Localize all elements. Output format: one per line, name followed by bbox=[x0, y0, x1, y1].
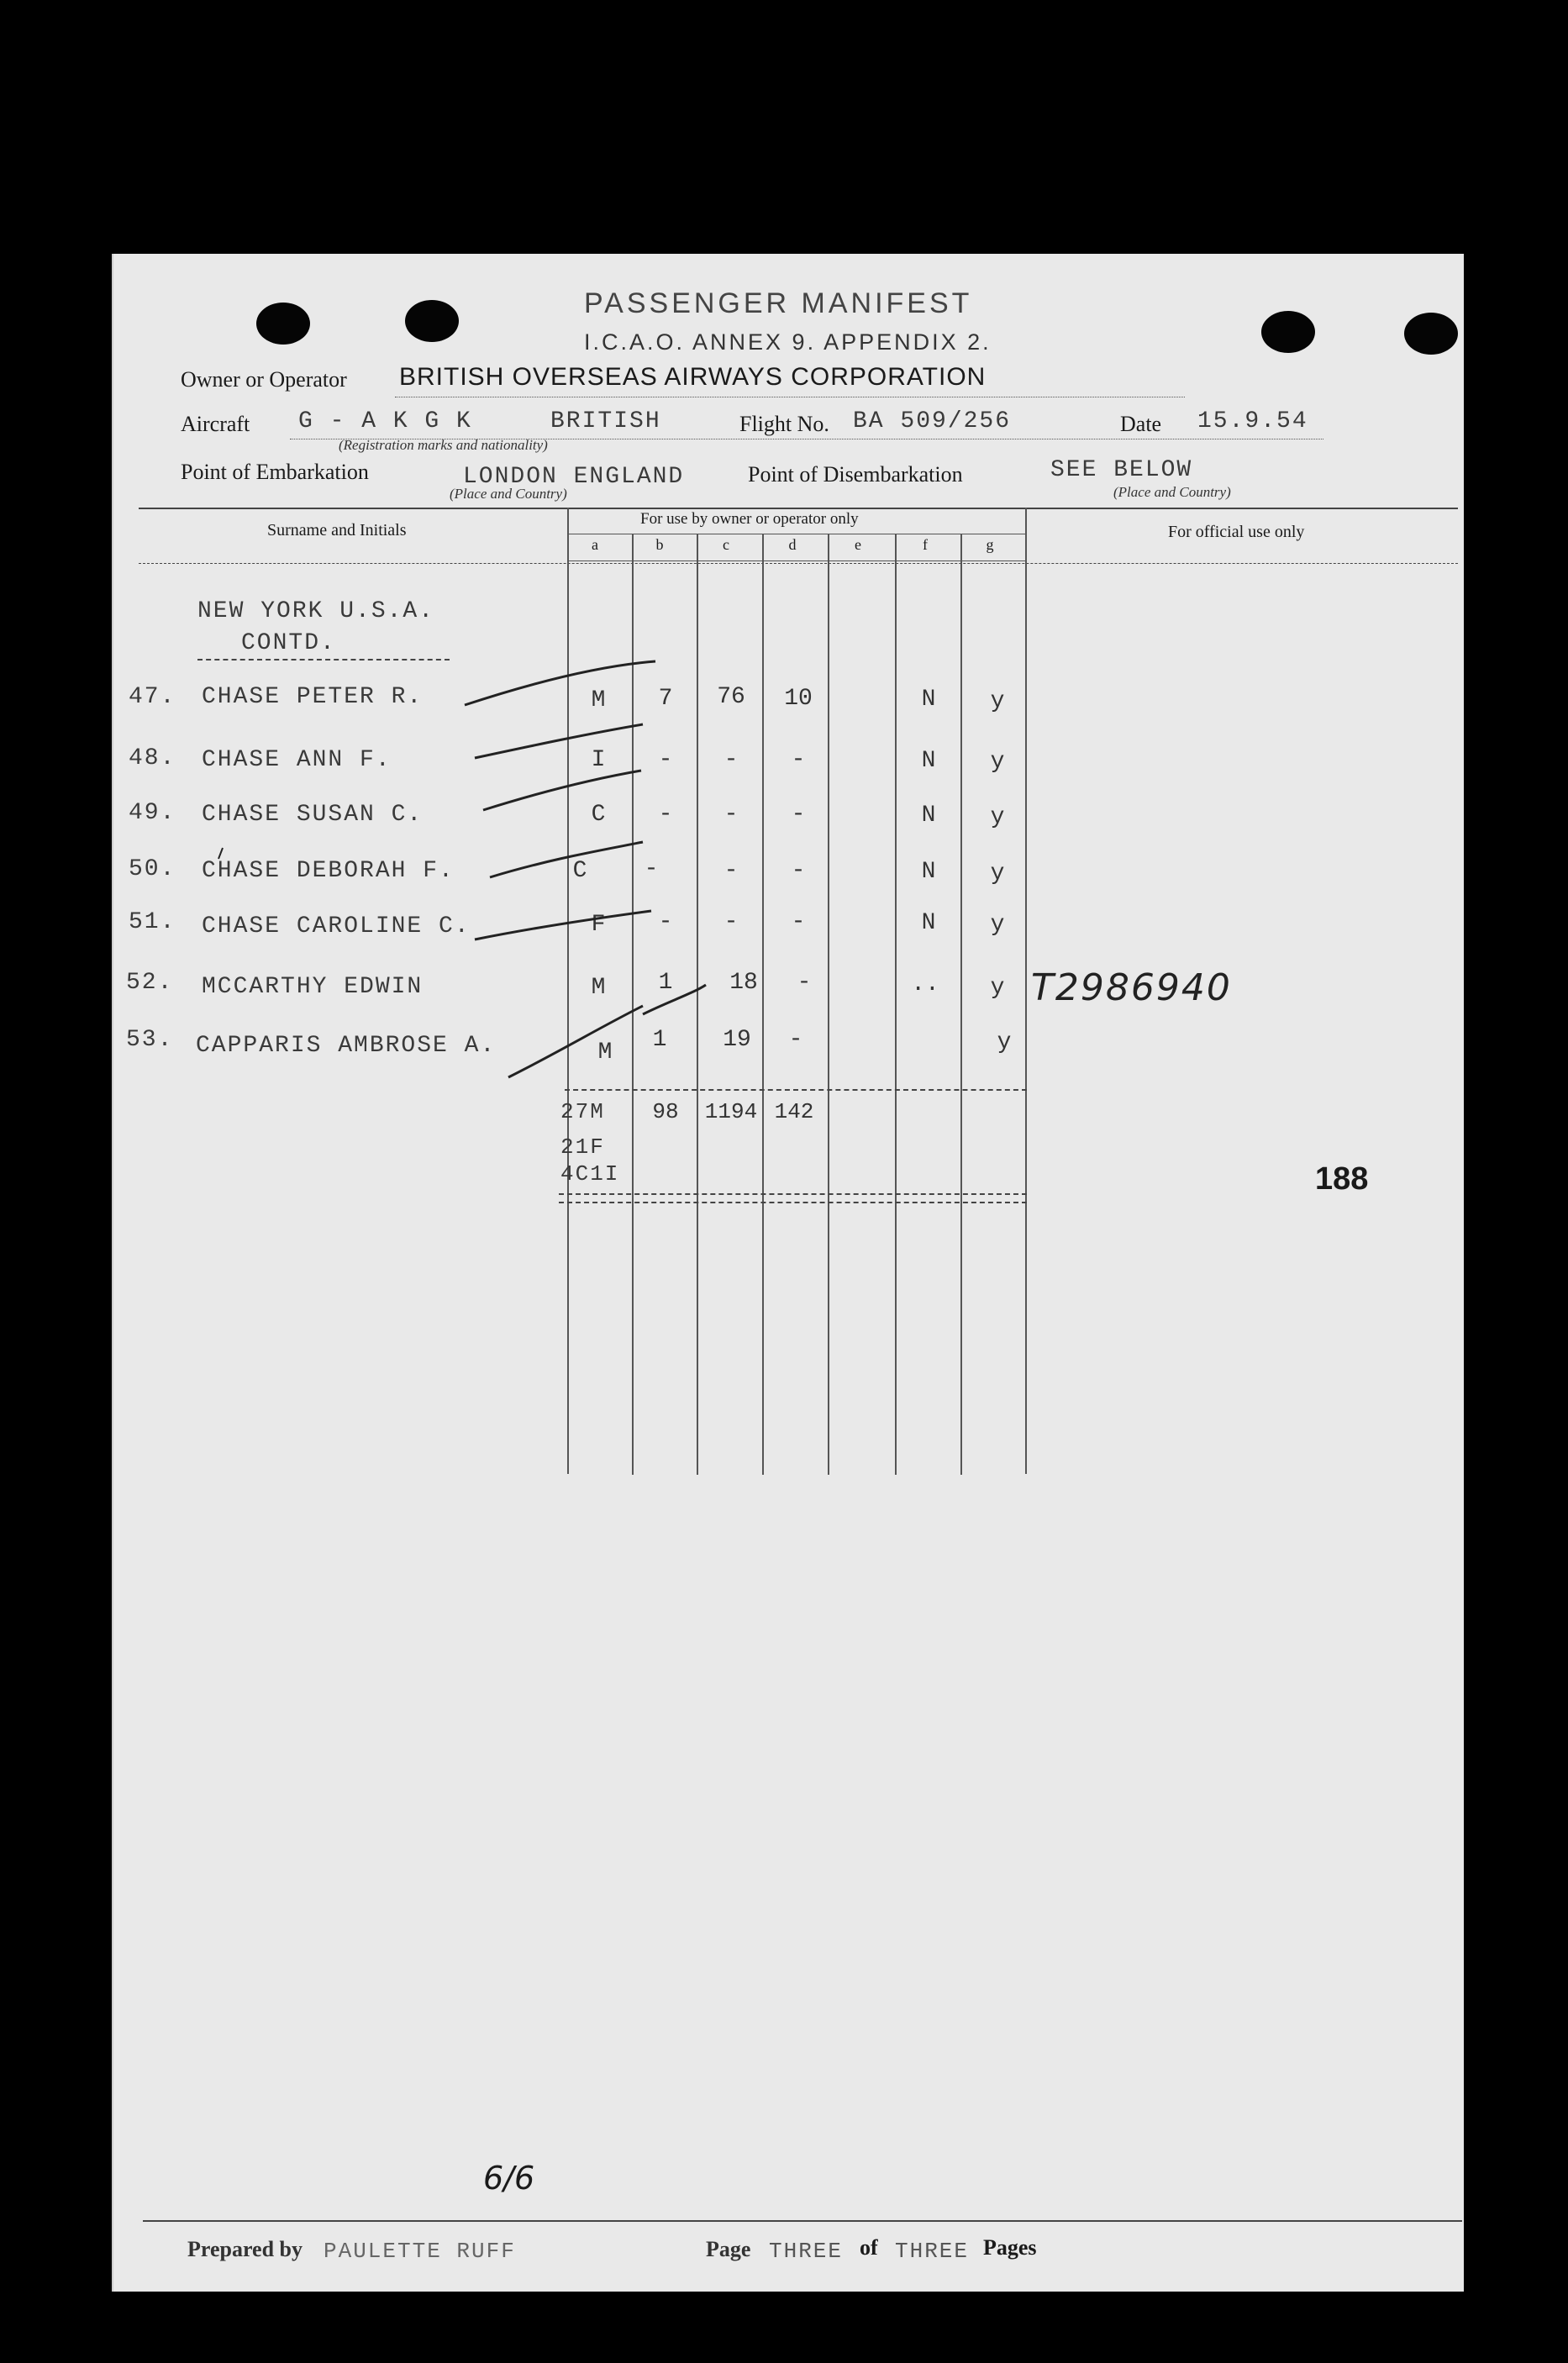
cell-d: - bbox=[788, 1027, 803, 1053]
cell-f: N bbox=[921, 910, 936, 936]
cell-b: 1 bbox=[658, 970, 673, 996]
owner-value: BRITISH OVERSEAS AIRWAYS CORPORATION bbox=[399, 363, 987, 391]
prepared-by-label: Prepared by bbox=[187, 2237, 303, 2261]
row-number: 50. bbox=[129, 856, 176, 882]
cell-g: y bbox=[990, 975, 1005, 1001]
passenger-name: CHASE SUSAN C. bbox=[202, 802, 424, 828]
passenger-name: CAPPARIS AMBROSE A. bbox=[196, 1033, 497, 1059]
passenger-name: CHASE DEBORAH F. bbox=[202, 858, 455, 884]
cell-d: - bbox=[797, 970, 812, 996]
column-header-official: For official use only bbox=[1168, 523, 1305, 541]
passenger-name: CHASE PETER R. bbox=[202, 684, 424, 710]
cell-a: C bbox=[591, 802, 606, 828]
row-number: 48. bbox=[129, 745, 176, 771]
cell-g: y bbox=[990, 688, 1005, 714]
total-female: 21F bbox=[560, 1134, 605, 1160]
prepared-by-value: PAULETTE RUFF bbox=[324, 2239, 516, 2264]
embarkation-caption: (Place and Country) bbox=[450, 486, 567, 502]
aircraft-registration: G - A K G K bbox=[298, 408, 472, 434]
column-header-operator: For use by owner or operator only bbox=[640, 510, 859, 528]
passenger-name: CHASE ANN F. bbox=[202, 747, 392, 773]
cell-g: y bbox=[990, 860, 1005, 887]
disembarkation-value: SEE BELOW bbox=[1050, 457, 1193, 483]
cell-c: - bbox=[723, 909, 739, 935]
cell-a: M bbox=[591, 975, 606, 1001]
passenger-name: MCCARTHY EDWIN bbox=[202, 974, 424, 1000]
row-number: 49. bbox=[129, 800, 176, 826]
cell-b: - bbox=[644, 856, 659, 882]
aircraft-caption: (Registration marks and nationality) bbox=[339, 437, 548, 453]
cell-g: y bbox=[990, 804, 1005, 830]
disembarkation-label: Point of Disembarkation bbox=[748, 462, 963, 487]
cell-a: M bbox=[597, 1039, 613, 1066]
cell-d: - bbox=[791, 747, 806, 773]
cell-f: N bbox=[921, 859, 936, 885]
cell-d: - bbox=[791, 858, 806, 884]
cell-g: y bbox=[990, 749, 1005, 775]
column-letter-d: d bbox=[788, 536, 797, 553]
aircraft-nationality: BRITISH bbox=[550, 408, 661, 434]
cell-f: N bbox=[921, 687, 936, 713]
manifest-title: PASSENGER MANIFEST bbox=[584, 287, 973, 319]
cell-a: F bbox=[591, 912, 606, 938]
total-children: 4C1I bbox=[560, 1161, 620, 1187]
cell-c: 76 bbox=[717, 684, 745, 710]
cell-a: C bbox=[572, 858, 587, 884]
cell-g: y bbox=[997, 1029, 1012, 1055]
manifest-sheet bbox=[112, 254, 1464, 2292]
column-letter-e: e bbox=[855, 536, 861, 553]
cell-d: - bbox=[791, 802, 806, 828]
cell-c: - bbox=[723, 747, 739, 773]
official-number: T2986940 bbox=[1031, 966, 1232, 1009]
total-d: 142 bbox=[774, 1099, 814, 1124]
column-letter-c: c bbox=[723, 536, 729, 553]
page-value: THREE bbox=[769, 2239, 844, 2264]
date-value: 15.9.54 bbox=[1197, 408, 1308, 434]
tally-mark: 6/6 bbox=[483, 2160, 535, 2197]
flight-number: BA 509/256 bbox=[853, 408, 1012, 434]
column-letter-f: f bbox=[923, 536, 928, 553]
cell-f: N bbox=[921, 748, 936, 774]
cell-f: .. bbox=[911, 971, 939, 997]
cell-c: - bbox=[723, 858, 739, 884]
passenger-name: CHASE CAROLINE C. bbox=[202, 913, 471, 939]
total-b: 98 bbox=[652, 1099, 679, 1124]
pages-label: Pages bbox=[983, 2235, 1037, 2260]
page-of-label: of bbox=[860, 2235, 878, 2260]
section-subtitle: CONTD. bbox=[241, 630, 336, 656]
owner-label: Owner or Operator bbox=[181, 367, 347, 392]
row-number: 51. bbox=[129, 909, 176, 935]
cell-d: 10 bbox=[784, 686, 813, 712]
page-stamp-number: 188 bbox=[1315, 1161, 1369, 1197]
cell-b: 7 bbox=[658, 686, 673, 712]
cell-b: - bbox=[658, 802, 673, 828]
cell-b: - bbox=[658, 909, 673, 935]
cell-b: - bbox=[658, 747, 673, 773]
row-number: 53. bbox=[126, 1027, 174, 1053]
row-number: 52. bbox=[126, 970, 174, 996]
column-letter-a: a bbox=[592, 536, 598, 553]
page-of-value: THREE bbox=[895, 2239, 970, 2264]
cell-c: 19 bbox=[723, 1027, 751, 1053]
cell-b: 1 bbox=[652, 1027, 667, 1053]
embarkation-label: Point of Embarkation bbox=[181, 460, 369, 484]
total-c: 1194 bbox=[704, 1099, 758, 1124]
cell-a: M bbox=[591, 687, 606, 713]
date-label: Date bbox=[1120, 412, 1162, 436]
column-header-name: Surname and Initials bbox=[267, 521, 407, 539]
page-label: Page bbox=[706, 2237, 751, 2261]
cell-f: N bbox=[921, 803, 936, 829]
embarkation-value: LONDON ENGLAND bbox=[463, 464, 685, 490]
total-male: 27M bbox=[560, 1099, 605, 1124]
cell-c: 18 bbox=[729, 970, 758, 996]
pen-checkmarks bbox=[113, 254, 1464, 1178]
section-title: NEW YORK U.S.A. bbox=[197, 598, 435, 624]
flight-label: Flight No. bbox=[739, 412, 829, 436]
disembarkation-caption: (Place and Country) bbox=[1113, 484, 1231, 500]
cell-g: y bbox=[990, 912, 1005, 938]
aircraft-label: Aircraft bbox=[181, 412, 250, 436]
cell-d: - bbox=[791, 909, 806, 935]
cell-c: - bbox=[723, 802, 739, 828]
column-letter-g: g bbox=[986, 536, 994, 553]
column-letter-b: b bbox=[655, 536, 664, 553]
manifest-subtitle: I.C.A.O. ANNEX 9. APPENDIX 2. bbox=[584, 329, 992, 355]
cell-a: I bbox=[591, 747, 606, 773]
row-number: 47. bbox=[129, 684, 176, 710]
